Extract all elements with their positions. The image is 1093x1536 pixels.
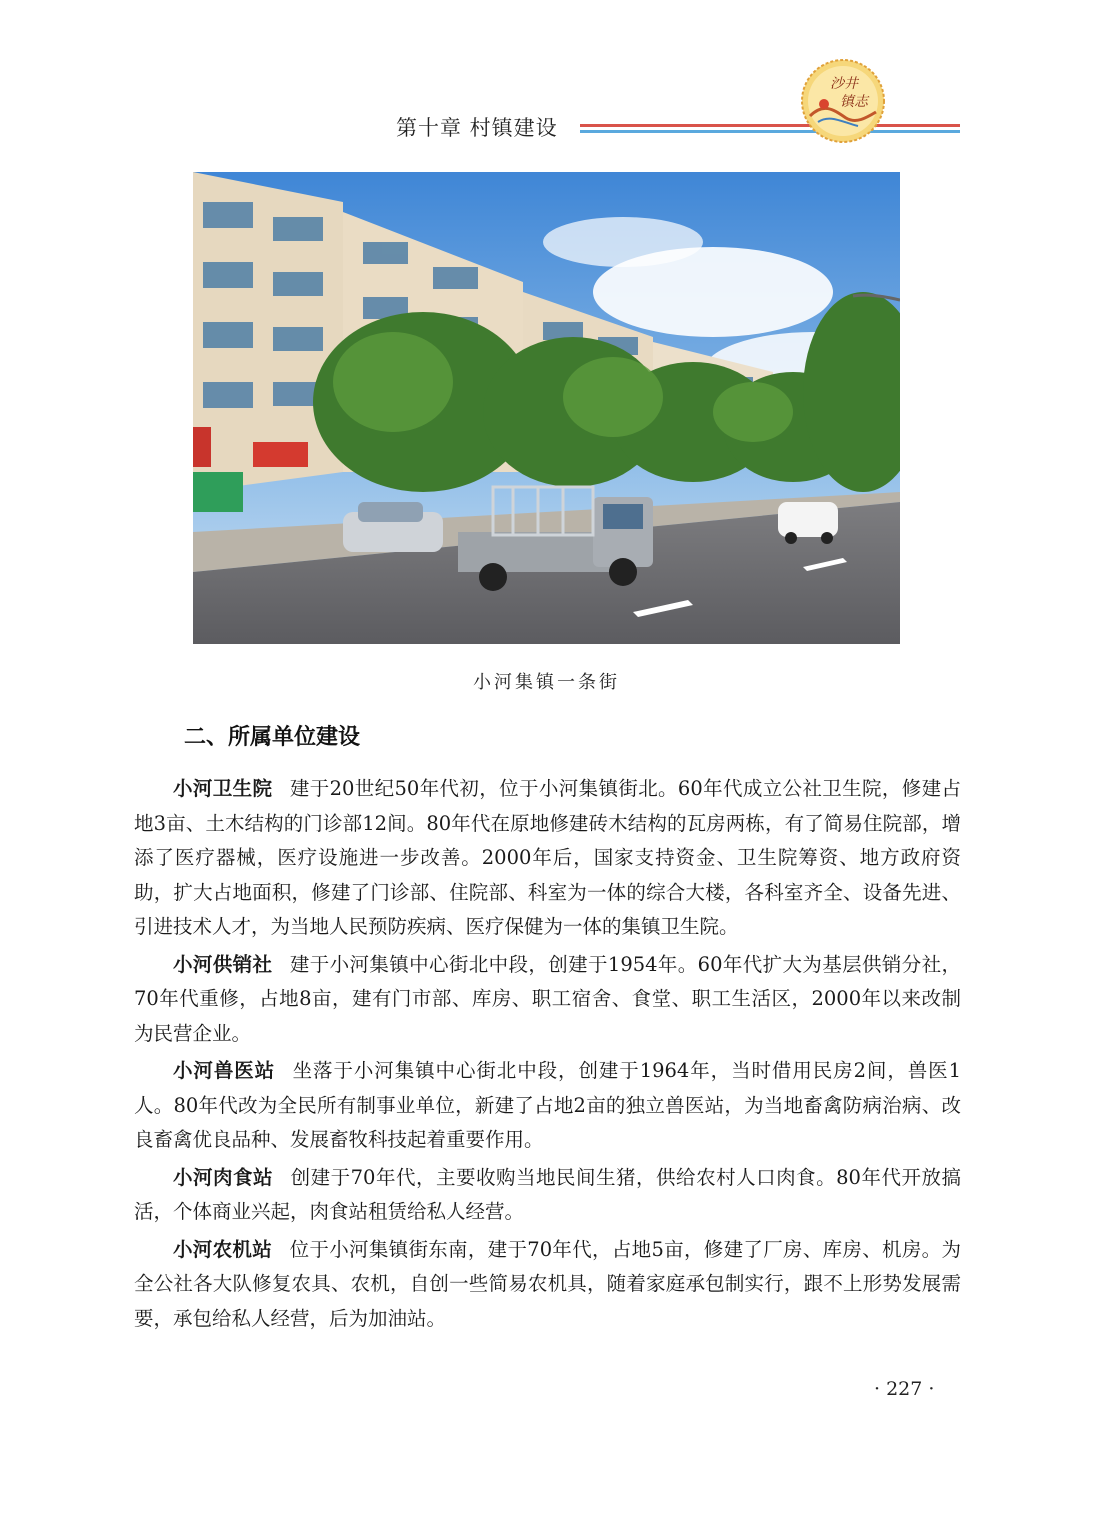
paragraph-health-center [134, 772, 961, 945]
paragraph-lead: 小河兽医站 [173, 1059, 276, 1082]
book-seal-logo [800, 58, 886, 144]
svg-text:沙井: 沙井 [830, 76, 858, 92]
paragraph-lead: 小河卫生院 [173, 777, 273, 800]
street-photo [193, 172, 900, 644]
header-rule-red [580, 124, 960, 127]
paragraph-meat-station [134, 1161, 961, 1230]
page-number: · 227 · [874, 1378, 935, 1400]
paragraph-lead: 小河农机站 [173, 1237, 273, 1261]
paragraph-text: 建于20世纪50年代初，位于小河集镇街北。60年代成立公社卫生院，修建占地3亩、土木结构的门诊部12间。80年代在原地修建砖木结构的瓦房两栋，有了简易住院部，增添了医疗器械，医疗设施进一步改善。2000年后，国家支持资金、卫生院筹资、地方政府资助，扩大占地面积，修建了门诊部、住院部、科室为一体的综合大楼，各科室齐全、设备先进、引进技术人才，为当地人民预防疾病、医疗保健为一体的集镇卫生院。 [134, 777, 961, 938]
paragraph-agri-machinery-station [134, 1233, 961, 1337]
paragraph-text: 位于小河集镇街东南，建于70年代，占地5亩，修建了厂房、库房、机房。为全公社各大队修复农具、农机，自创一些简易农机具，随着家庭承包制实行，跟不上形势发展需要，承包给私人经营，后为加油站。 [134, 1237, 961, 1330]
chapter-title: 第十章 村镇建设 [396, 116, 558, 140]
header-rule-blue [580, 130, 960, 133]
paragraph-lead: 小河供销社 [173, 952, 273, 976]
body-text [134, 772, 961, 1339]
paragraph-text: 创建于70年代，主要收购当地民间生猪，供给农村人口肉食。80年代开放搞活，个体商业兴起，肉食站租赁给私人经营。 [134, 1165, 961, 1223]
paragraph-lead: 小河肉食站 [173, 1165, 274, 1189]
paragraph-veterinary-station [134, 1054, 961, 1158]
photo-caption: 小河集镇一条街 [473, 672, 620, 693]
paragraph-text: 建于小河集镇中心街北中段，创建于1954年。60年代扩大为基层供销分社，70年代重修，占地8亩，建有门市部、库房、职工宿舍、食堂、职工生活区，2000年以来改制为民营企业。 [134, 952, 961, 1045]
paragraph-text: 坐落于小河集镇中心街北中段，创建于1964年，当时借用民房2间，兽医1人。80年代改为全民所有制事业单位，新建了占地2亩的独立兽医站，为当地畜禽防病治病、改良畜禽优良品种、发展畜牧科技起着重要作用。 [134, 1059, 961, 1151]
paragraph-supply-cooperative [134, 948, 961, 1052]
svg-text:镇志: 镇志 [840, 94, 868, 110]
section-heading: 二、所属单位建设 [184, 725, 361, 750]
